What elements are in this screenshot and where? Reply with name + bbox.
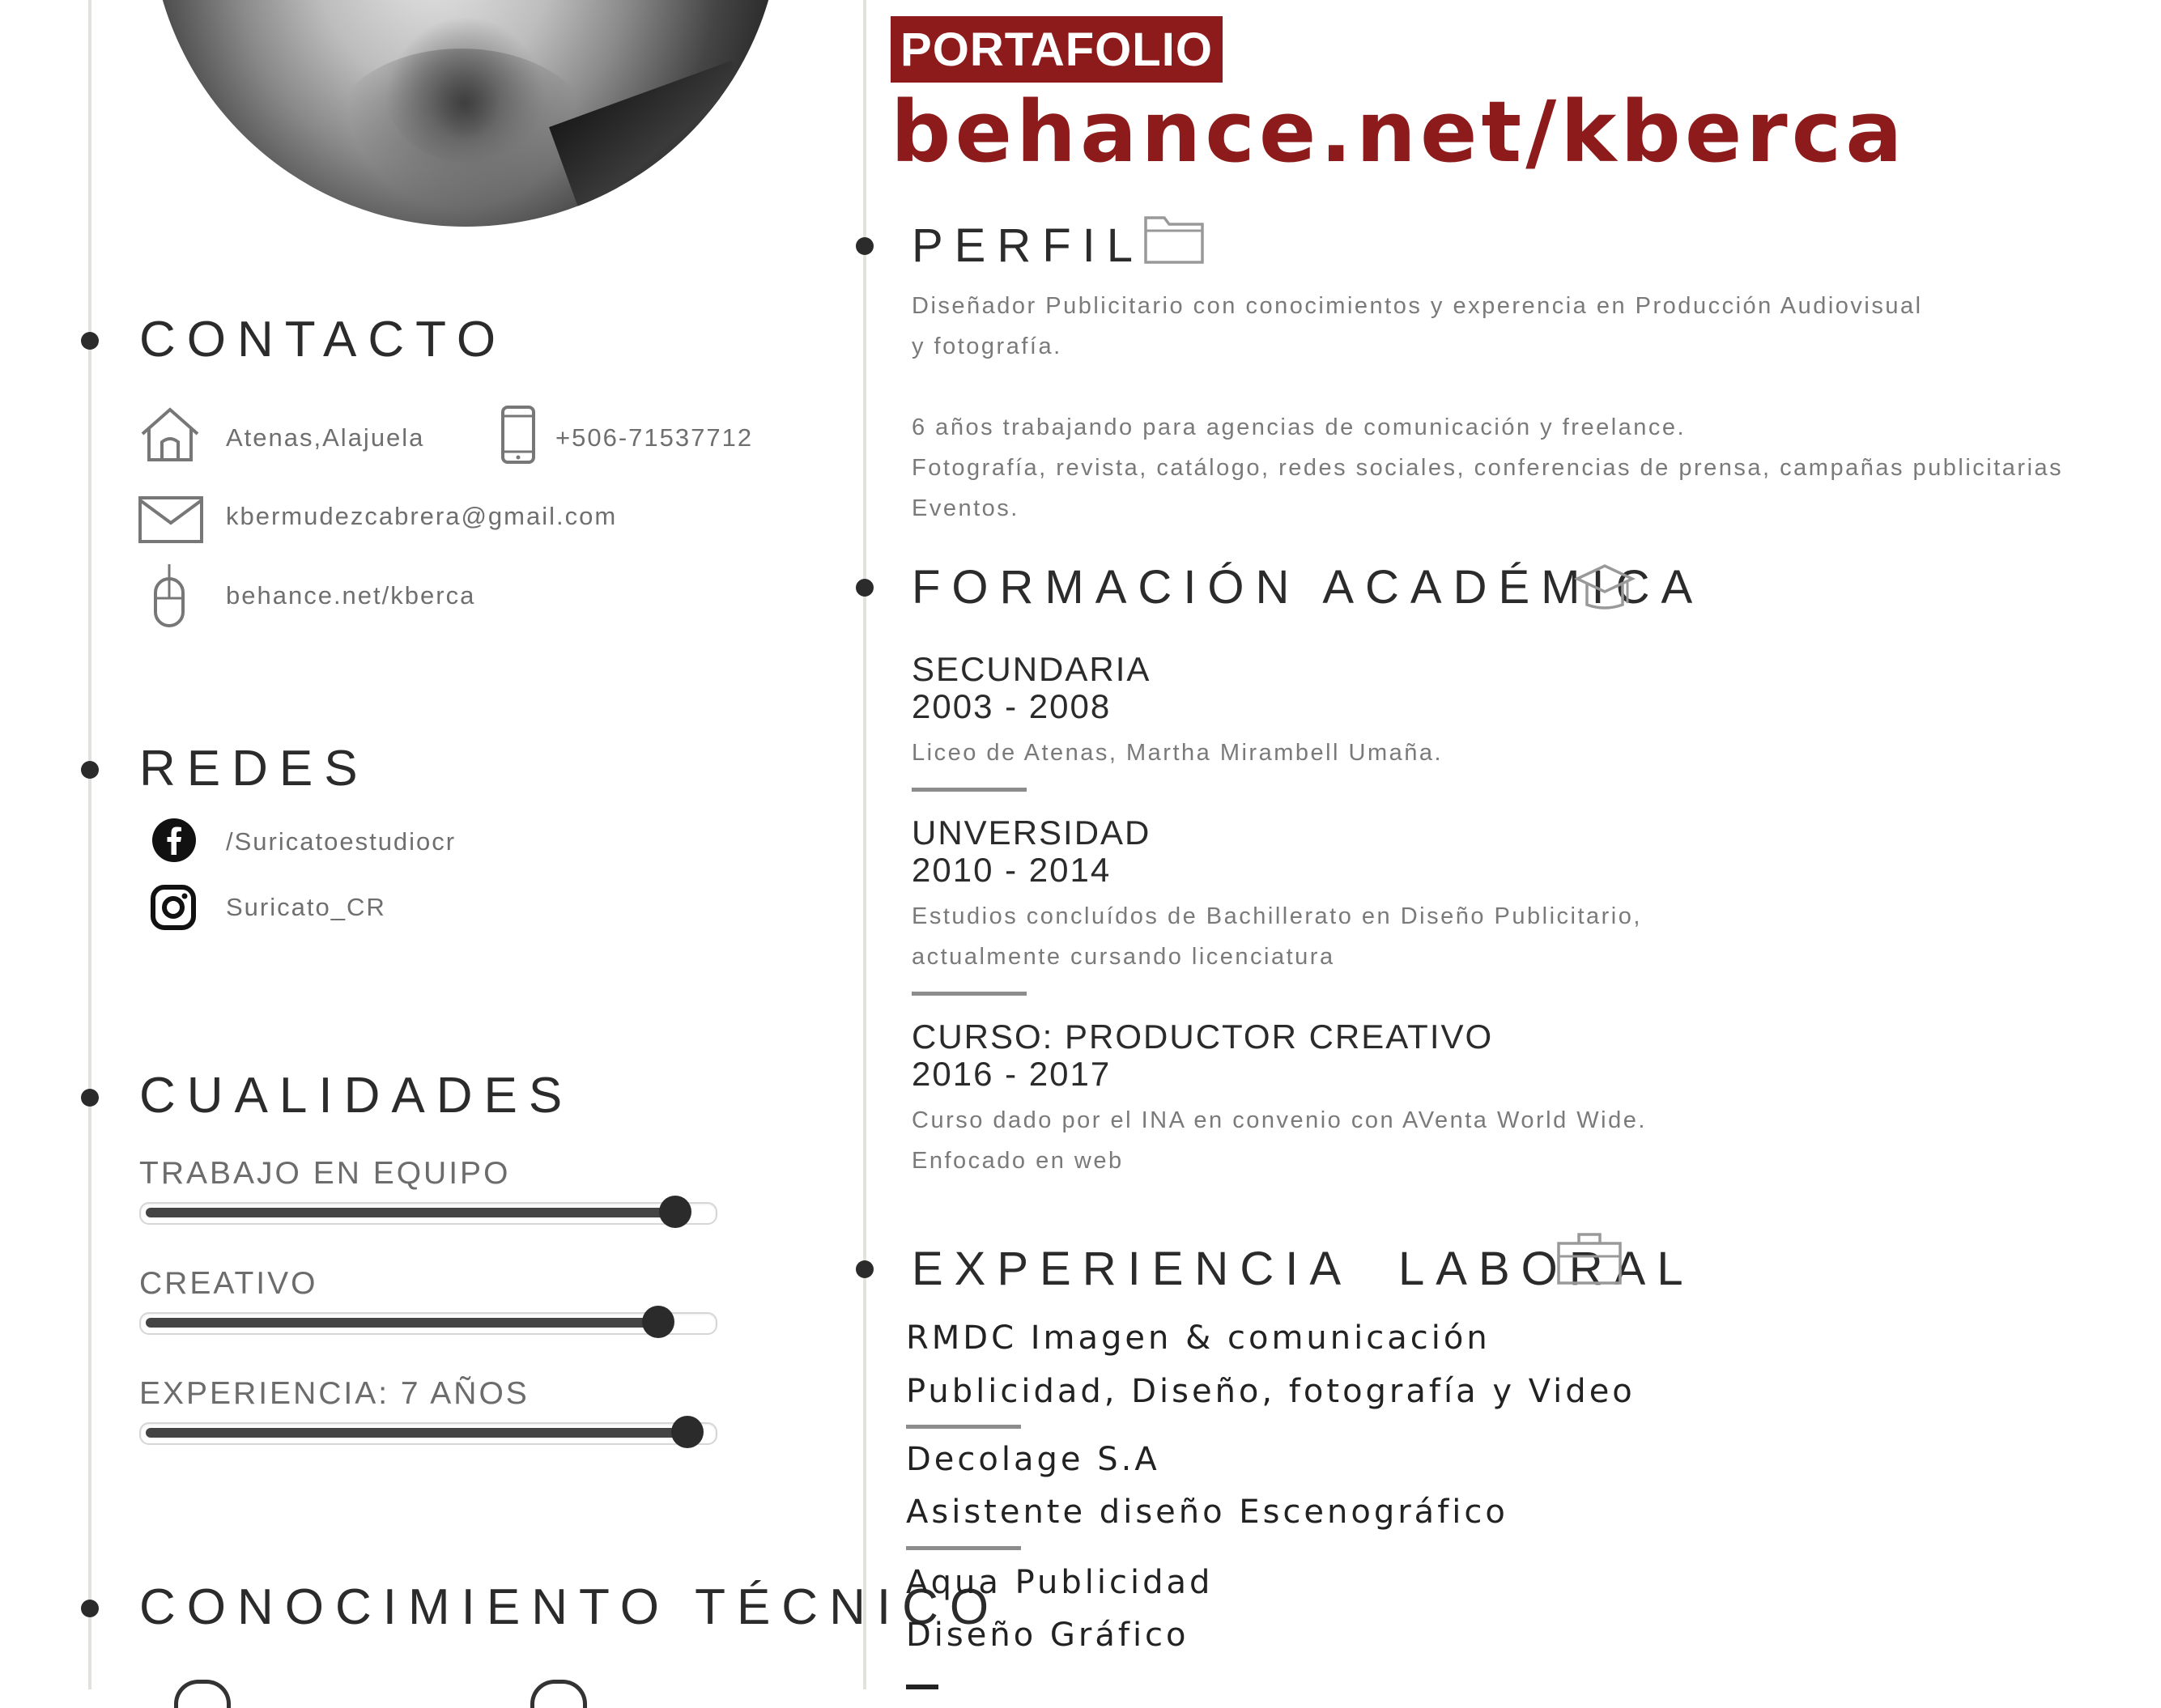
profile-line-1: Diseñador Publicitario con conocimientos y experencia en Producción Audiovisual: [912, 293, 1923, 319]
profile-line-4: Fotografía, revista, catálogo, redes sociales, conferencias de prensa, campañas publicitarias: [912, 455, 2064, 481]
job-partial-next: [906, 1676, 1003, 1689]
portfolio-badge: PORTAFOLIO: [891, 16, 1223, 83]
timeline-dot-contact: [81, 332, 99, 350]
home-icon: [139, 405, 201, 463]
skill-label-experience: EXPERIENCIA: 7 AÑOS: [139, 1376, 530, 1411]
timeline-dot-profile: [856, 237, 874, 255]
education-title: FORMACIÓN ACADÉMICA: [912, 561, 1704, 614]
contact-location: Atenas,Alajuela: [226, 423, 425, 452]
job-role-2: Asistente diseño Escenográfico: [906, 1493, 1508, 1531]
timeline-dot-experience: [856, 1260, 874, 1278]
timeline-dot-social: [81, 761, 99, 779]
edu-desc-university-1: Estudios concluídos de Bachillerato en Diseño Publicitario,: [912, 903, 1642, 929]
contact-phone: +506-71537712: [555, 423, 754, 452]
edu-years-university: 2010 - 2014: [912, 851, 1112, 889]
edu-years-secondary: 2003 - 2008: [912, 687, 1112, 725]
edu-desc-secondary: Liceo de Atenas, Martha Mirambell Umaña.: [912, 740, 1444, 766]
tech-title: CONOCIMIENTO TÉCNICO: [139, 1579, 1001, 1635]
timeline-dot-education: [856, 579, 874, 597]
contact-title: CONTACTO: [139, 312, 508, 368]
tech-chart-partial: [174, 1680, 231, 1708]
edu-separator-1: [912, 788, 1027, 792]
skill-knob-teamwork: [659, 1196, 691, 1228]
profile-line-2: y fotografía.: [912, 334, 1062, 359]
job-company-1: RMDC Imagen & comunicación: [906, 1319, 1491, 1357]
edu-desc-course-1: Curso dado por el INA en convenio con AVenta World Wide.: [912, 1107, 1647, 1133]
skill-bar-creative: [139, 1312, 717, 1335]
edu-years-course: 2016 - 2017: [912, 1055, 1112, 1093]
skill-knob-experience: [671, 1416, 704, 1448]
social-title: REDES: [139, 741, 369, 797]
edu-desc-course-2: Enfocado en web: [912, 1148, 1124, 1174]
profile-photo: [150, 0, 781, 227]
phone-icon: [500, 405, 536, 465]
skills-title: CUALIDADES: [139, 1068, 574, 1124]
mouse-icon: [152, 563, 186, 629]
job-company-2: Decolage S.A: [906, 1441, 1160, 1478]
edu-title-university: UNVERSIDAD: [912, 814, 1151, 852]
folder-icon: [1143, 215, 1205, 265]
skill-bar-experience: [139, 1422, 717, 1445]
left-timeline-line: [88, 0, 91, 1689]
skill-fill-creative: [146, 1318, 658, 1328]
job-separator-1: [906, 1425, 1021, 1429]
tech-chart-partial-2: [530, 1680, 587, 1708]
skill-bar-teamwork: [139, 1202, 717, 1225]
job-role-3: Diseño Gráfico: [906, 1617, 1189, 1654]
edu-separator-2: [912, 992, 1027, 996]
skill-fill-experience: [146, 1428, 687, 1438]
job-role-1: Publicidad, Diseño, fotografía y Video: [906, 1373, 1636, 1410]
edu-desc-university-2: actualmente cursando licenciatura: [912, 944, 1335, 970]
skill-label-teamwork: TRABAJO EN EQUIPO: [139, 1156, 511, 1191]
profile-line-5: Eventos.: [912, 495, 1019, 521]
profile-line-3: 6 años trabajando para agencias de comunicación y freelance.: [912, 414, 1687, 440]
skill-knob-creative: [642, 1306, 674, 1338]
facebook-icon[interactable]: [151, 818, 197, 863]
portfolio-url[interactable]: behance.net/kberca: [891, 83, 1907, 181]
profile-title: PERFIL: [912, 219, 1145, 272]
timeline-dot-skills: [81, 1089, 99, 1107]
experience-title: EXPERIENCIA LABORAL: [912, 1243, 1695, 1295]
mail-icon: [138, 495, 204, 544]
briefcase-icon: [1556, 1230, 1623, 1285]
facebook-handle[interactable]: /Suricatoestudiocr: [226, 827, 457, 856]
instagram-icon[interactable]: [150, 884, 197, 931]
skill-label-creative: CREATIVO: [139, 1266, 318, 1301]
contact-web[interactable]: behance.net/kberca: [226, 581, 476, 610]
job-company-3: Aqua Publicidad: [906, 1564, 1214, 1601]
graduation-cap-icon: [1574, 563, 1636, 611]
contact-email[interactable]: kbermudezcabrera@gmail.com: [226, 502, 618, 530]
timeline-dot-tech: [81, 1600, 99, 1617]
instagram-handle[interactable]: Suricato_CR: [226, 893, 386, 921]
edu-title-secondary: SECUNDARIA: [912, 650, 1151, 688]
skill-fill-teamwork: [146, 1208, 675, 1217]
job-separator-2: [906, 1546, 1021, 1550]
edu-title-course: CURSO: PRODUCTOR CREATIVO: [912, 1018, 1494, 1056]
